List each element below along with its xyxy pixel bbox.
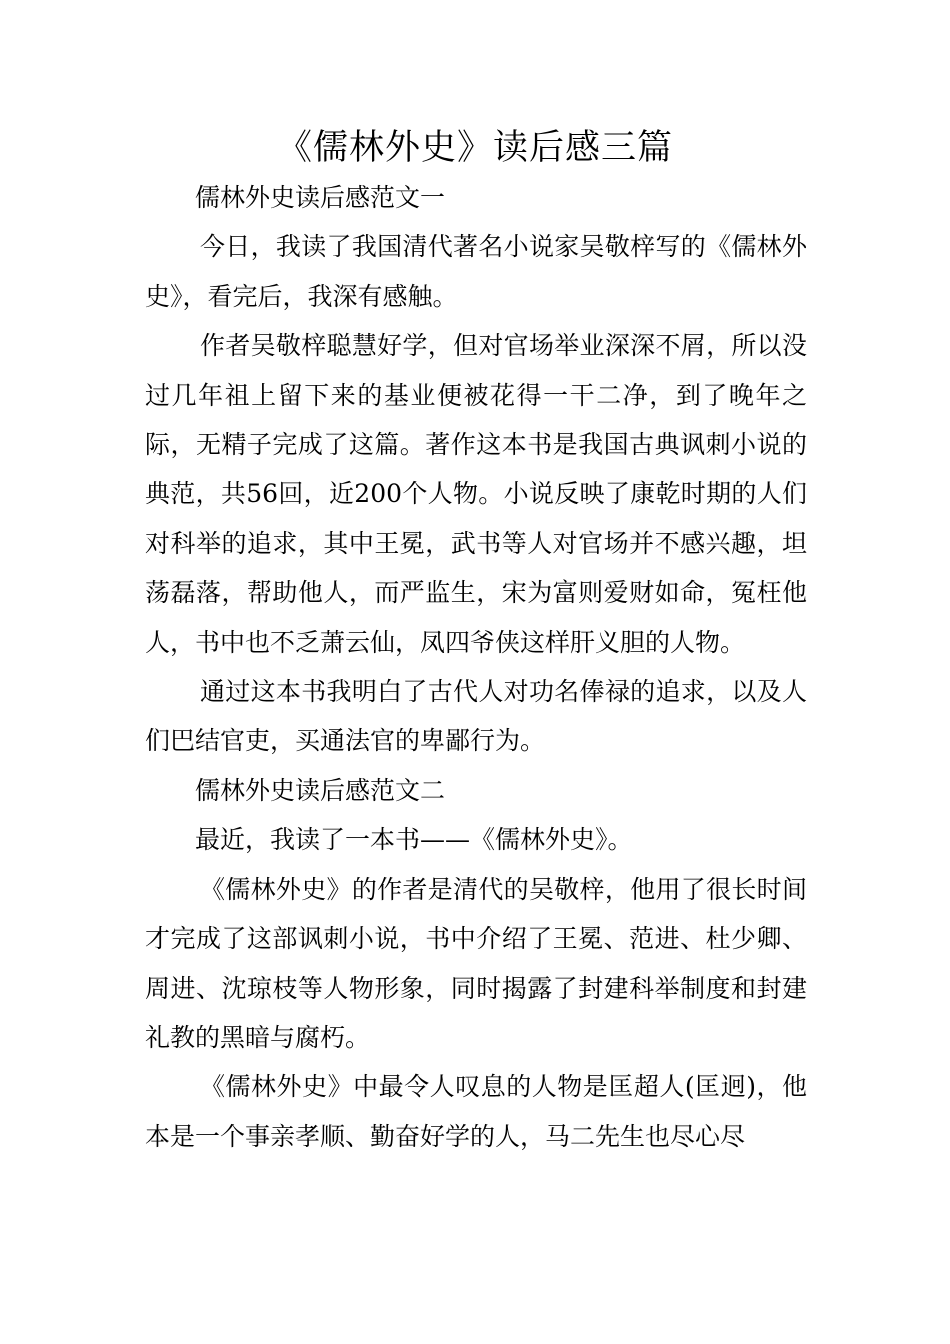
paragraph: 最近，我读了一本书——《儒林外史》。 [195, 825, 633, 855]
section-heading-1: 儒林外史读后感范文一 [195, 183, 446, 212]
paragraph: 《儒林外史》的作者是清代的吴敬梓，他用了很长时间才完成了这部讽刺小说，书中介绍了王冕、范进、杜少卿、周进、沈琼枝等人物形象，同时揭露了封建科举制度和封建礼教的黑暗与腐朽。 [145, 874, 807, 1052]
section-heading-2: 儒林外史读后感范文二 [195, 775, 446, 805]
paragraph: 今日，我读了我国清代著名小说家吴敬梓写的《儒林外史》，看完后，我深有感触。 [145, 232, 807, 311]
paragraph: 通过这本书我明白了古代人对功名俸禄的追求，以及人们巴结官吏，买通法官的卑鄙行为。 [145, 677, 807, 756]
document-title: 《儒林外史》读后感三篇 [276, 128, 673, 168]
paragraph: 作者吴敬梓聪慧好学，但对官场举业深深不屑，所以没过几年祖上留下来的基业便被花得一干二净，到了晚年之际，无精子完成了这篇。著作这本书是我国古典讽刺小说的典范，共56回，近200个人物。小说反映了康乾时期的人们对科举的追求，其中王冕，武书等人对官场并不感兴趣，坦荡磊落，帮助他人，而严监生，宋为富则爱财如命，冤枉他人，书中也不乏萧云仙，凤四爷侠这样肝义胆的人物。 [145, 331, 807, 657]
paragraph: 《儒林外史》中最令人叹息的人物是匡超人(匡迥)，他本是一个事亲孝顺、勤奋好学的人，马二先生也尽心尽 [145, 1072, 807, 1151]
document-body [145, 173, 807, 1161]
